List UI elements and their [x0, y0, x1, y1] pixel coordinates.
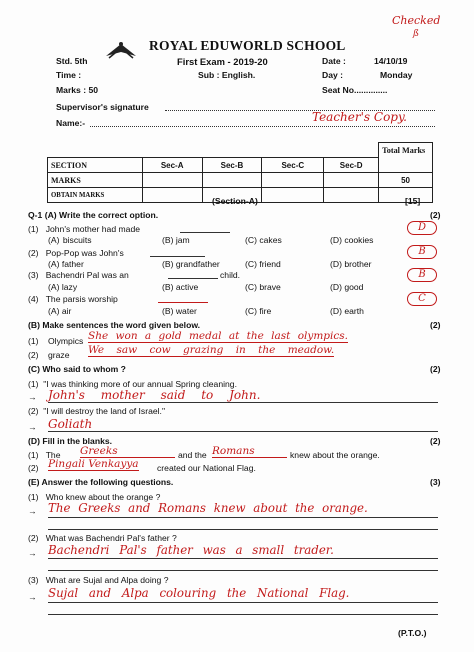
qb-heading: (B) Make sentences the word given below. — [28, 320, 201, 330]
mcq-3-opt-a: (A) lazy — [48, 282, 78, 292]
mcq-4-opt-d: (D) earth — [330, 306, 364, 316]
mcq-2-opt-d: (D) brother — [330, 259, 372, 269]
name-line — [90, 126, 435, 127]
sentence-1-answer: She won a gold medal at the last olympics. — [88, 330, 348, 342]
blank-2-num: (2) — [28, 463, 39, 473]
answer-2-question: (2) What was Bachendri Pal's father ? — [28, 533, 177, 543]
mcq-3-suffix: child. — [220, 270, 241, 280]
mcq-1-opt-b: (B) jam — [162, 235, 190, 245]
sec-c-header: Sec-C — [262, 158, 324, 173]
pto-label: (P.T.O.) — [398, 628, 427, 638]
sec-b-header: Sec-B — [202, 158, 262, 173]
qb-marks: (2) — [430, 320, 441, 330]
date-label: Date : — [322, 56, 346, 66]
qe-heading: (E) Answer the following questions. — [28, 477, 174, 487]
stamp-initial: ß — [413, 29, 420, 39]
exam-title: First Exam - 2019-20 — [177, 56, 268, 67]
q1a-heading: Q-1 (A) Write the correct option. — [28, 210, 159, 220]
answer-3-text: Sujal and Alpa colouring the National Flag. — [48, 586, 350, 600]
answer-3-question: (3) What are Sujal and Alpa doing ? — [28, 575, 169, 585]
mcq-3-answer: B — [407, 268, 437, 282]
mcq-1: (1) John's mother had made — [28, 224, 141, 234]
mcq-4-answer: C — [407, 292, 437, 306]
sentence-2-answer: We saw cow grazing in the meadow. — [88, 344, 335, 356]
day-label: Day : — [322, 70, 344, 80]
mcq-2-opt-c: (C) friend — [245, 259, 281, 269]
std-label: Std. 5th — [56, 56, 88, 66]
mcq-3: (3) Bachendri Pal was an — [28, 270, 129, 280]
mcq-2: (2) Pop-Pop was John's — [28, 248, 124, 258]
arrow-icon: → — [28, 422, 37, 432]
blank-1-mid: and the — [178, 450, 207, 460]
total-marks-header: Total Marks — [379, 143, 433, 158]
mcq-3-opt-d: (D) good — [330, 282, 364, 292]
quote-1: (1) "I was thinking more of our annual Spring cleaning. — [28, 379, 237, 389]
obtain-marks-label: OBTAIN MARKS — [48, 188, 143, 203]
mcq-3-opt-b: (B) active — [162, 282, 199, 292]
mcq-2-answer: B — [407, 245, 437, 259]
mcq-1-opt-c: (C) cakes — [245, 235, 282, 245]
subject: Sub : English. — [198, 70, 256, 80]
qd-marks: (2) — [430, 436, 441, 446]
sentence-2-word: graze — [48, 350, 70, 360]
qe-marks: (3) — [430, 477, 441, 487]
blank-1: (1) The — [28, 450, 61, 460]
mcq-2-opt-b: (B) grandfather — [162, 259, 220, 269]
arrow-icon: → — [28, 592, 37, 602]
sec-a-header: Sec-A — [142, 158, 202, 173]
qd-heading: (D) Fill in the blanks. — [28, 436, 113, 446]
blank-2-answer: Pingali Venkayya — [48, 458, 139, 470]
marks: Marks : 50 — [56, 85, 99, 95]
section-header: SECTION — [48, 158, 143, 173]
qc-marks: (2) — [430, 364, 441, 374]
time-label: Time : — [56, 70, 82, 80]
sentence-1-num: (1) — [28, 336, 39, 346]
arrow-icon: → — [28, 392, 37, 402]
blank-1-post: knew about the orange. — [290, 450, 380, 460]
supervisor-label: Supervisor's signature — [56, 102, 149, 112]
mcq-4-opt-a: (A) air — [48, 306, 72, 316]
blank-1-answer-1: Greeks — [80, 445, 175, 458]
sec-d-header: Sec-D — [324, 158, 379, 173]
mcq-1-answer: D — [407, 221, 437, 235]
section-a-title: (Section-A) — [212, 196, 258, 206]
mcq-2-opt-a: (A) father — [48, 259, 84, 269]
sentence-2-num: (2) — [28, 350, 39, 360]
quote-1-answer: John's mother said to John. — [48, 388, 261, 402]
mcq-1-opt-a: (A) biscuits — [48, 235, 92, 245]
date-value: 14/10/19 — [374, 56, 408, 66]
seat-no: Seat No.............. — [322, 85, 388, 95]
quote-2: (2) "I will destroy the land of Israel." — [28, 406, 165, 416]
school-name: ROYAL EDUWORLD SCHOOL — [149, 38, 346, 53]
arrow-icon: → — [28, 548, 37, 558]
day-value: Monday — [380, 70, 413, 80]
name-label: Name:- — [56, 118, 86, 128]
q1a-marks: (2) — [430, 210, 441, 220]
qc-heading: (C) Who said to whom ? — [28, 364, 126, 374]
answer-1-question: (1) Who knew about the orange ? — [28, 492, 161, 502]
mcq-4-opt-b: (B) water — [162, 306, 197, 316]
school-logo — [104, 38, 138, 62]
mcq-3-opt-c: (C) brave — [245, 282, 281, 292]
quote-2-answer: Goliath — [48, 417, 93, 431]
section-a-marks: [15] — [405, 196, 421, 206]
arrow-icon: → — [28, 506, 37, 516]
blank-2-post: created our National Flag. — [157, 463, 256, 473]
mcq-4-opt-c: (C) fire — [245, 306, 272, 316]
answer-1-text: The Greeks and Romans knew about the orange. — [48, 501, 368, 515]
answer-2-text: Bachendri Pal's father was a small trader. — [48, 543, 334, 557]
mcq-1-opt-d: (D) cookies — [330, 235, 374, 245]
marks-row-label: MARKS — [48, 173, 143, 188]
blank-1-answer-2: Romans — [212, 445, 287, 458]
mcq-4: (4) The parsis worship — [28, 294, 118, 304]
total-marks-value: 50 — [379, 173, 433, 188]
name-value: Teacher's Copy. — [312, 110, 407, 124]
marks-table — [47, 142, 433, 203]
checked-stamp: Checked — [392, 14, 441, 27]
sentence-1-word: Olympics — [48, 336, 84, 346]
